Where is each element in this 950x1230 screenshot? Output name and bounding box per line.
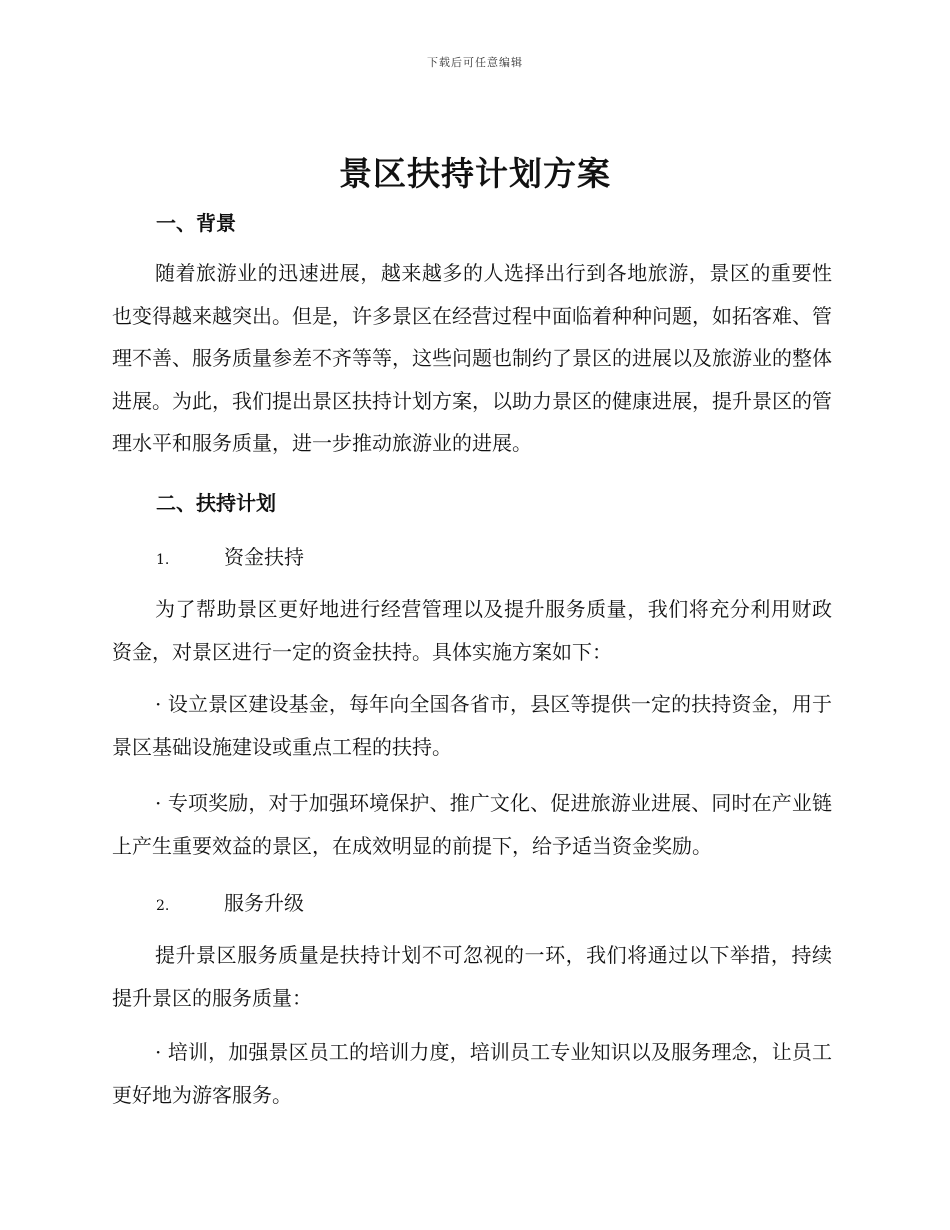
- subheading-title: 资金扶持: [224, 545, 304, 569]
- funding-bullet-2: · 专项奖励，对于加强环境保护、推广文化、促进旅游业进展、同时在产业链上产生重要效益的景区，在成效明显的前提下，给予适当资金奖励。: [112, 791, 832, 858]
- section-heading-plan: 二、扶持计划: [156, 491, 276, 515]
- subheading-title: 服务升级: [224, 891, 304, 915]
- subheading-number: 2.: [156, 898, 170, 914]
- funding-intro-paragraph: 为了帮助景区更好地进行经营管理以及提升服务质量，我们将充分利用财政资金，对景区进行一定的资金扶持。具体实施方案如下：: [112, 597, 832, 664]
- subheading-funding: [156, 541, 304, 570]
- funding-bullet-1: · 设立景区建设基金，每年向全国各省市，县区等提供一定的扶持资金，用于景区基础设施建设或重点工程的扶持。: [112, 692, 832, 759]
- section-heading-background: 一、背景: [156, 211, 236, 235]
- document-title: 景区扶持计划方案: [339, 154, 611, 193]
- service-intro-paragraph: 提升景区服务质量是扶持计划不可忽视的一环，我们将通过以下举措，持续提升景区的服务质量：: [112, 943, 832, 1010]
- subheading-service: [156, 887, 304, 916]
- background-paragraph: 随着旅游业的迅速进展，越来越多的人选择出行到各地旅游，景区的重要性也变得越来越突出。但是，许多景区在经营过程中面临着种种问题，如拓客难、管理不善、服务质量参差不齐等等，这些问题也制约了景区的进展以及旅游业的整体进展。为此，我们提出景区扶持计划方案，以助力景区的健康进展，提升景区的管理水平和服务质量，进一步推动旅游业的进展。: [112, 261, 832, 455]
- header-note: 下载后可任意编辑: [427, 56, 523, 69]
- subheading-number: 1.: [156, 552, 170, 568]
- service-bullet-1: · 培训，加强景区员工的培训力度，培训员工专业知识以及服务理念，让员工更好地为游客服务。: [112, 1040, 832, 1107]
